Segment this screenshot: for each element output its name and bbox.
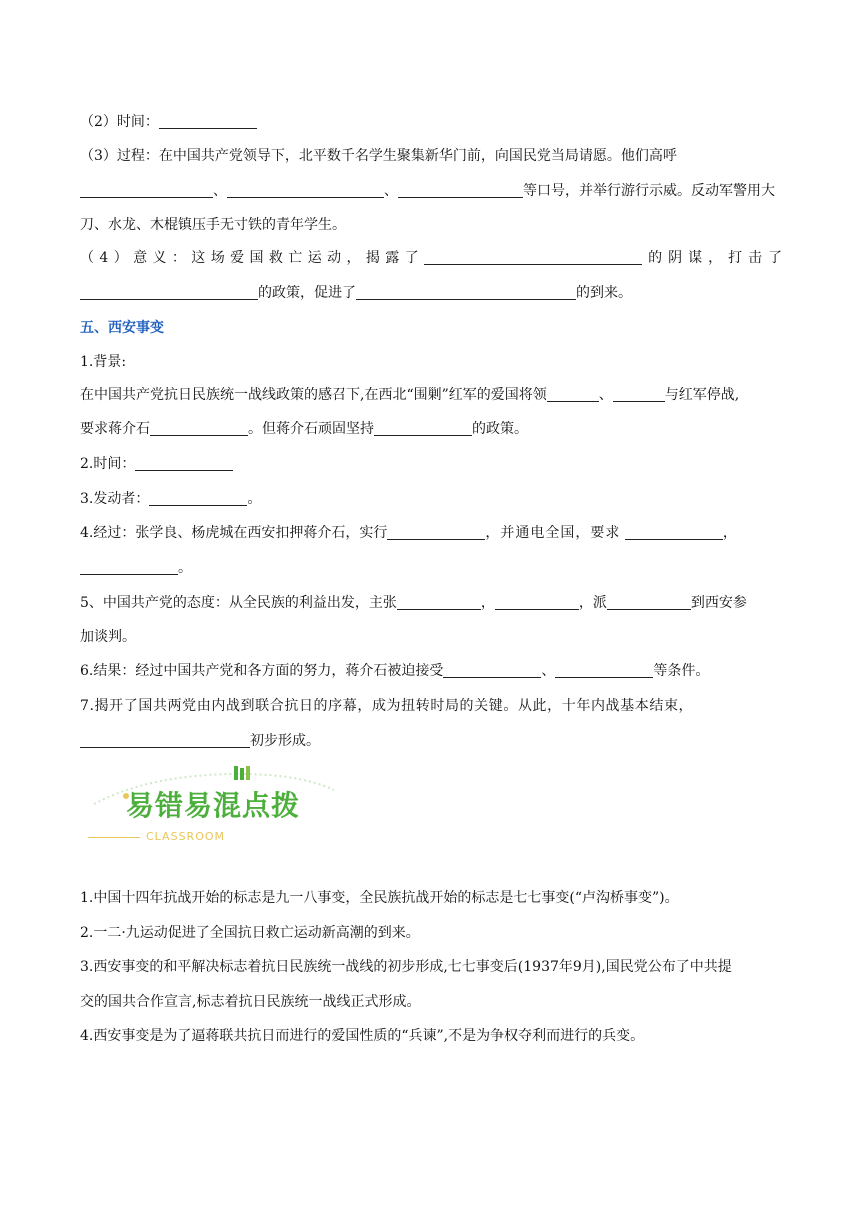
significance-line1: 7.揭开了国共两党由内战到联合抗日的序幕，成为扭转时局的关键。从此，十年内战基本结束， <box>80 698 694 714</box>
fill-blank[interactable] <box>80 733 250 748</box>
fill-blank[interactable] <box>374 421 472 436</box>
logo-subtitle: CLASSROOM <box>146 830 226 843</box>
tip-3-line2: 交的国共合作宣言,标志着抗日民族统一战线正式形成。 <box>80 994 421 1010</box>
fill-blank[interactable] <box>607 595 691 610</box>
fill-blank[interactable] <box>227 183 384 198</box>
fill-blank[interactable] <box>80 285 258 300</box>
fill-blank[interactable] <box>135 456 233 471</box>
q-process-line2: 、 、 等口号，并举行游行示威。反动军警用大 <box>80 181 780 201</box>
fill-blank[interactable] <box>80 560 178 575</box>
logo-divider <box>88 837 140 838</box>
cpc-line1: 5、中国共产党的态度：从全民族的利益出发，主张 ， ，派 到西安参 <box>80 595 747 611</box>
q-process-line1: （3）过程：在中国共产党领导下，北平数千名学生聚集新华门前，向国民党当局请愿。他们高呼 <box>80 148 677 164</box>
initiator-line: 3.发动者： 。 <box>80 491 262 507</box>
fill-blank[interactable] <box>80 183 213 198</box>
fill-blank[interactable] <box>149 491 247 506</box>
bg-label: 1.背景: <box>80 354 127 370</box>
fill-blank[interactable] <box>547 387 599 402</box>
logo-title: 易错易混点拨 <box>126 789 301 822</box>
cpc-line2: 加谈判。 <box>80 629 136 645</box>
fill-blank[interactable] <box>613 387 665 402</box>
fill-blank[interactable] <box>555 663 653 678</box>
process-line1: 4.经过：张学良、杨虎城在西安扣押蒋介石，实行 ，并通电全国，要求 ， <box>80 525 737 541</box>
fill-blank[interactable] <box>495 595 579 610</box>
process-line2: 。 <box>80 558 780 578</box>
fill-blank[interactable] <box>424 250 642 265</box>
fill-blank[interactable] <box>356 285 576 300</box>
fill-blank[interactable] <box>397 595 481 610</box>
result-line: 6.结果：经过中国共产党和各方面的努力，蒋介石被迫接受 、 等条件。 <box>80 663 710 679</box>
fill-blank[interactable] <box>443 663 541 678</box>
section-heading: 五、西安事变 <box>80 320 164 336</box>
fill-blank[interactable] <box>625 525 723 540</box>
fill-blank[interactable] <box>159 114 257 129</box>
tip-3-line1: 3.西安事变的和平解决标志着抗日民族统一战线的初步形成,七七事变后(1937年9月),国民党公布了中共提 <box>80 959 732 975</box>
mistake-tips-logo <box>88 766 338 846</box>
significance-line2: 初步形成。 <box>80 731 780 751</box>
q-meaning-line1: （4）意义：这场爱国救亡运动，揭露了 的阴谋，打击了 <box>80 250 789 266</box>
tip-1: 1.中国十四年抗战开始的标志是九一八事变，全民族抗战开始的标志是七七事变(“卢沟桥事变”)。 <box>80 890 679 906</box>
q-meaning-line2: 的政策，促进了 的到来。 <box>80 283 780 303</box>
bg-line2: 要求蒋介石 。但蒋介石顽固坚持 的政策。 <box>80 421 528 437</box>
tip-2: 2.一二·九运动促进了全国抗日救亡运动新高潮的到来。 <box>80 925 420 941</box>
tip-4: 4.西安事变是为了逼蒋联共抗日而进行的爱国性质的“兵谏”,不是为争权夺利而进行的兵变。 <box>80 1028 645 1044</box>
q-process-line3: 刀、水龙、木棍镇压手无寸铁的青年学生。 <box>80 217 346 233</box>
time-line: 2.时间： <box>80 454 780 474</box>
fill-blank[interactable] <box>150 421 248 436</box>
fill-blank[interactable] <box>387 525 485 540</box>
q-time-line <box>80 112 780 132</box>
fill-blank[interactable] <box>398 183 523 198</box>
q-time-label: （2）时间： <box>80 114 159 130</box>
bg-line1: 在中国共产党抗日民族统一战线政策的感召下,在西北“围剿”红军的爱国将领 、 与红军停战, <box>80 387 740 403</box>
